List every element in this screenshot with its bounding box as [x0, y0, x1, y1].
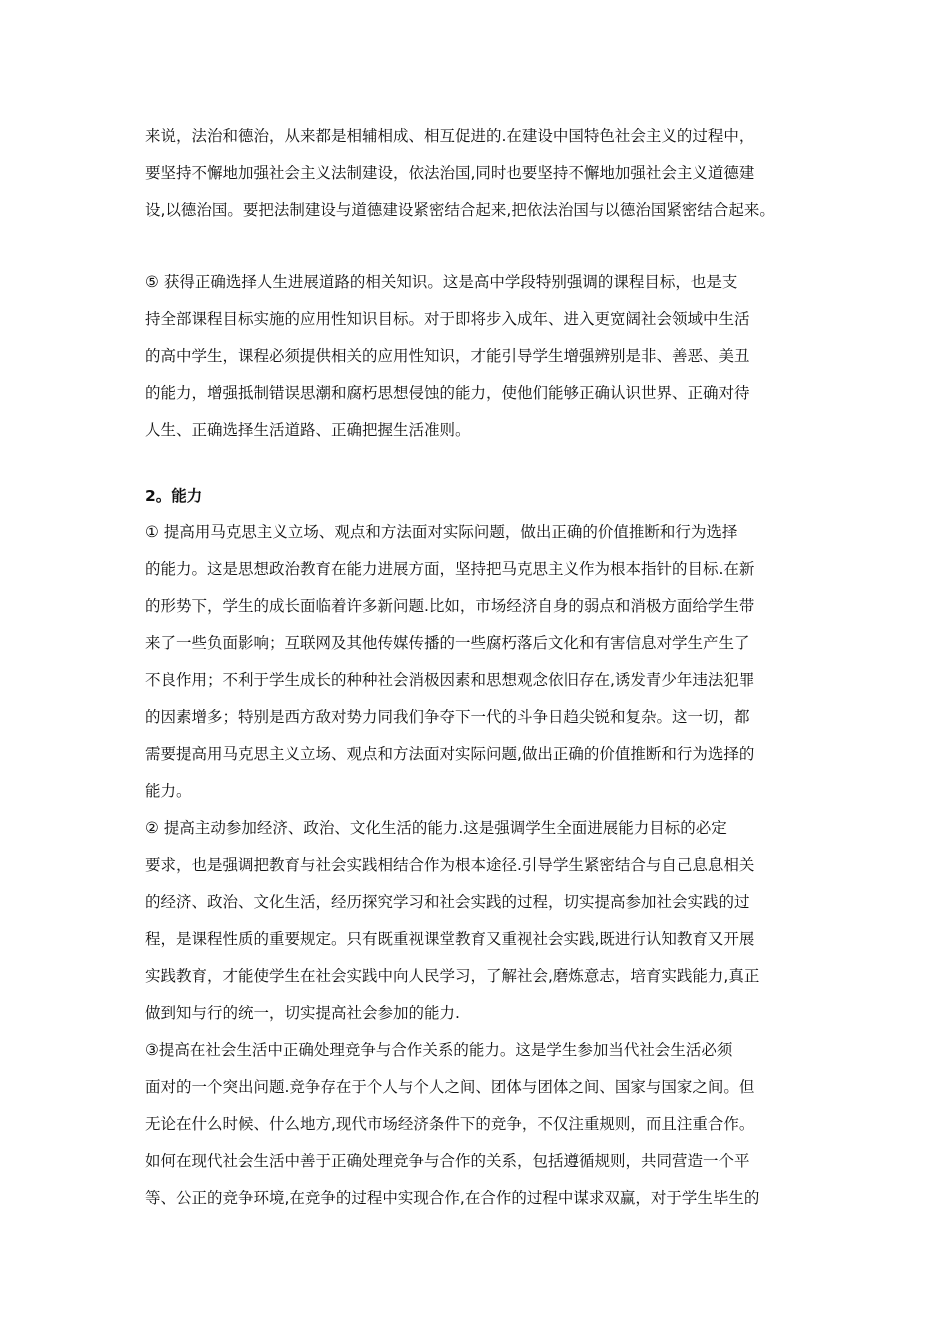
paragraph-line: 的能力，增强抵制错误思潮和腐朽思想侵蚀的能力，使他们能够正确认识世界、正确对待: [145, 384, 750, 402]
paragraph-line: ② 提高主动参加经济、政治、文化生活的能力.这是强调学生全面进展能力目标的必定: [145, 819, 727, 837]
paragraph-line: 面对的一个突出问题.竞争存在于个人与个人之间、团体与团体之间、国家与国家之间。但: [145, 1078, 755, 1096]
paragraph-line: 来说，法治和德治，从来都是相辅相成、相互促进的.在建设中国特色社会主义的过程中，: [145, 127, 755, 145]
paragraph-line: 如何在现代社会生活中善于正确处理竞争与合作的关系，包括遵循规则，共同营造一个平: [145, 1152, 750, 1170]
section-heading: 2。能力: [145, 487, 203, 505]
paragraph-line: ③提高在社会生活中正确处理竞争与合作关系的能力。这是学生参加当代社会生活必须: [145, 1041, 733, 1059]
paragraph-line: 实践教育，才能使学生在社会实践中向人民学习，了解社会,磨炼意志，培育实践能力,真正: [145, 967, 760, 985]
paragraph-line: 的高中学生，课程必须提供相关的应用性知识，才能引导学生增强辨别是非、善恶、美丑: [145, 347, 750, 365]
paragraph-line: ⑤ 获得正确选择人生进展道路的相关知识。这是高中学段特别强调的课程目标，也是支: [145, 273, 738, 291]
paragraph-line: 无论在什么时候、什么地方,现代市场经济条件下的竞争，不仅注重规则，而且注重合作。: [145, 1115, 755, 1133]
paragraph-line: 持全部课程目标实施的应用性知识目标。对于即将步入成年、进入更宽阔社会领域中生活: [145, 310, 750, 328]
paragraph-line: 不良作用；不利于学生成长的种种社会消极因素和思想观念依旧存在,诱发青少年违法犯罪: [145, 671, 755, 689]
paragraph-line: 人生、正确选择生活道路、正确把握生活准则。: [145, 421, 471, 439]
paragraph-line: 设,以德治国。要把法制建设与道德建设紧密结合起来,把依法治国与以德治国紧密结合起来。: [145, 201, 775, 219]
paragraph-line: 要求，也是强调把教育与社会实践相结合作为根本途径.引导学生紧密结合与自己息息相关: [145, 856, 755, 874]
paragraph-line: 程，是课程性质的重要规定。只有既重视课堂教育又重视社会实践,既进行认知教育又开展: [145, 930, 755, 948]
paragraph-line: 的形势下，学生的成长面临着许多新问题.比如，市场经济自身的弱点和消极方面给学生带: [145, 597, 755, 615]
paragraph-line: 的能力。这是思想政治教育在能力进展方面，坚持把马克思主义作为根本指针的目标.在新: [145, 560, 755, 578]
paragraph-line: 做到知与行的统一，切实提高社会参加的能力.: [145, 1004, 460, 1022]
paragraph-line: 需要提高用马克思主义立场、观点和方法面对实际问题,做出正确的价值推断和行为选择的: [145, 745, 755, 763]
paragraph-line: ① 提高用马克思主义立场、观点和方法面对实际问题，做出正确的价值推断和行为选择: [145, 523, 738, 541]
paragraph-line: 等、公正的竞争环境,在竞争的过程中实现合作,在合作的过程中谋求双赢，对于学生毕生的: [145, 1189, 760, 1207]
paragraph-line: 的因素增多；特别是西方敌对势力同我们争夺下一代的斗争日趋尖锐和复杂。这一切，都: [145, 708, 750, 726]
paragraph-line: 要坚持不懈地加强社会主义法制建设，依法治国,同时也要坚持不懈地加强社会主义道德建: [145, 164, 755, 182]
paragraph-line: 来了一些负面影响；互联网及其他传媒传播的一些腐朽落后文化和有害信息对学生产生了: [145, 634, 750, 652]
paragraph-line: 能力。: [145, 782, 192, 800]
paragraph-line: 的经济、政治、文化生活，经历探究学习和社会实践的过程，切实提高参加社会实践的过: [145, 893, 750, 911]
